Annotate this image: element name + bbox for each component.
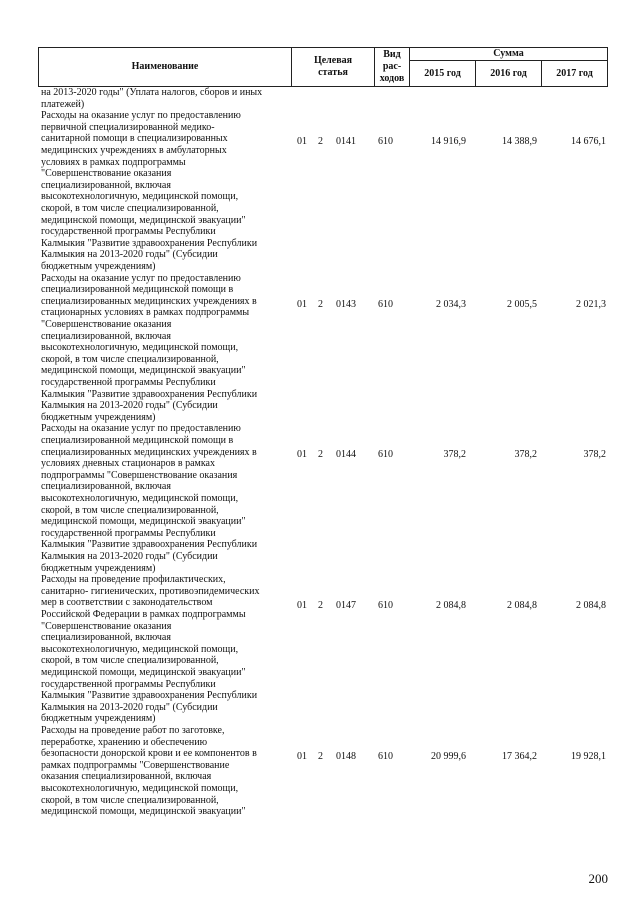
target-code-program: 01 (297, 600, 307, 612)
row-name-line: медицинской помощи, медицинской эвакуации" (41, 365, 246, 377)
row-name-line: скорой, в том числе специализированной, (41, 655, 219, 667)
target-code-program: 01 (297, 136, 307, 148)
continued-line: платежей) (41, 98, 85, 110)
row-name-line: скорой, в том числе специализированной, (41, 353, 219, 365)
amount-2017: 19 928,1 (571, 751, 606, 762)
target-code-subprogram: 2 (318, 136, 323, 148)
row-name-line: специализированной, включая (41, 632, 171, 644)
header-target-article (292, 48, 375, 87)
target-code-subprogram: 2 (318, 751, 323, 762)
header-name: Наименование (39, 48, 292, 87)
row-name-line: первичной специализированной медико- (41, 121, 215, 133)
page-number: 200 (588, 871, 608, 886)
row-name-line: бюджетным учреждениям) (41, 713, 156, 725)
amount-2015: 20 999,6 (431, 751, 466, 762)
row-name (41, 725, 286, 818)
header-target-line2: статья (318, 67, 348, 78)
target-code-direction: 0141 (336, 136, 356, 148)
row-name-line: Российской Федерации в рамках подпрограммы (41, 608, 246, 620)
row-name-line: Расходы на оказание услуг по предоставлению (41, 272, 241, 284)
amount-2015: 378,2 (443, 449, 466, 461)
header-sum: Сумма (410, 48, 608, 61)
amount-2015: 2 034,3 (436, 298, 466, 310)
row-name-line: специализированной, включая (41, 179, 171, 191)
row-name-line: условиях в рамках подпрограммы (41, 156, 186, 168)
row-name-line: специализированной, включая (41, 481, 171, 493)
amount-2016: 14 388,9 (502, 136, 537, 148)
expense-kind-code: 610 (378, 136, 393, 148)
row-name-line: оказания специализированной, включая (41, 771, 212, 783)
expense-kind-code: 610 (378, 600, 393, 612)
row-name-line: скорой, в том числе специализированной, (41, 794, 219, 806)
row-name-line: санитарной помощи в специализированных (41, 133, 228, 145)
continued-text (41, 87, 286, 110)
row-name-line: Расходы на проведение работ по заготовке, (41, 725, 225, 736)
row-name-line: высокотехнологичную, медицинской помощи, (41, 492, 239, 504)
table-header (38, 47, 608, 87)
row-name-line: "Совершенствование оказания (41, 620, 172, 632)
target-code-direction: 0148 (336, 751, 356, 762)
row-name-line: бюджетным учреждениям) (41, 562, 156, 574)
amount-2017: 2 021,3 (576, 298, 606, 310)
header-kind-line2: рас- (382, 61, 402, 72)
row-name-line: Расходы на оказание услуг по предоставлению (41, 110, 241, 122)
target-code-direction: 0143 (336, 298, 356, 310)
header-year-2015: 2015 год (410, 61, 476, 87)
row-name-line: условиях дневных стационаров в рамках (41, 458, 215, 470)
continued-line: на 2013-2020 годы" (Уплата налогов, сборов и иных (41, 87, 263, 98)
row-name-line: Расходы на проведение профилактических, (41, 574, 226, 586)
row-name-line: Калмыкия "Развитие здравоохранения Республики (41, 539, 258, 551)
amount-2017: 378,2 (583, 449, 606, 461)
row-name-line: медицинской помощи, медицинской эвакуации" (41, 516, 246, 528)
row-name-line: подпрограммы "Совершенствование оказания (41, 469, 238, 481)
row-name-line: высокотехнологичную, медицинской помощи, (41, 782, 239, 794)
row-name-line: медицинских учреждениях в амбулаторных (41, 144, 227, 156)
row-name-line: бюджетным учреждениям) (41, 260, 156, 272)
row-name-line: специализированной медицинской помощи в (41, 284, 234, 296)
row-name-line: безопасности донорской крови и ее компонентов в (41, 748, 257, 760)
row-name-line: бюджетным учреждениям) (41, 411, 156, 423)
row-name-line: Калмыкия на 2013-2020 годы" (Субсидии (41, 400, 218, 412)
row-name-line: Расходы на оказание услуг по предоставлению (41, 423, 241, 435)
row-name-line: специализированной медицинской помощи в (41, 434, 234, 446)
expense-kind-code: 610 (378, 298, 393, 310)
header-year-2016: 2016 год (476, 61, 542, 87)
row-name-line: рамках подпрограммы "Совершенствование (41, 759, 230, 771)
row-name-line: Калмыкия на 2013-2020 годы" (Субсидии (41, 249, 218, 261)
row-name (41, 574, 286, 725)
row-name-line: "Совершенствование оказания (41, 318, 172, 330)
target-code-subprogram: 2 (318, 298, 323, 310)
header-kind-line3: ходов (379, 73, 405, 84)
row-name-line: медицинской помощи, медицинской эвакуации" (41, 666, 246, 678)
row-name-line: Калмыкия на 2013-2020 годы" (Субсидии (41, 550, 218, 562)
amount-2017: 2 084,8 (576, 600, 606, 612)
row-name-line: Калмыкия на 2013-2020 годы" (Субсидии (41, 701, 218, 713)
row-name-line: специализированных медицинских учреждениях в (41, 295, 257, 307)
row-name-line: государственной программы Республики (41, 226, 216, 238)
row-name-line: "Совершенствование оказания (41, 168, 172, 180)
row-name-line: государственной программы Республики (41, 678, 216, 690)
expense-kind-code: 610 (378, 449, 393, 461)
amount-2015: 14 916,9 (431, 136, 466, 148)
header-year-2017: 2017 год (542, 61, 608, 87)
row-name-line: Калмыкия "Развитие здравоохранения Республики (41, 388, 258, 400)
header-target-line1: Целевая (313, 55, 353, 66)
row-name-line: медицинской помощи, медицинской эвакуации" (41, 806, 246, 818)
row-name-line: Калмыкия "Развитие здравоохранения Республики (41, 690, 258, 702)
amount-2016: 17 364,2 (502, 751, 537, 762)
target-code-program: 01 (297, 298, 307, 310)
header-expense-kind (375, 48, 410, 87)
target-code-direction: 0147 (336, 600, 356, 612)
row-name-line: специализированных медицинских учреждениях в (41, 446, 257, 458)
header-kind-line1: Вид (383, 49, 401, 60)
row-name-line: Калмыкия "Развитие здравоохранения Республики (41, 237, 258, 249)
row-name (41, 110, 286, 272)
amount-2015: 2 084,8 (436, 600, 466, 612)
amount-2016: 378,2 (514, 449, 537, 461)
amount-2016: 2 005,5 (507, 298, 537, 310)
row-name-line: государственной программы Республики (41, 527, 216, 539)
expense-kind-code: 610 (378, 751, 393, 762)
row-name (41, 423, 286, 574)
target-code-subprogram: 2 (318, 449, 323, 461)
row-name (41, 273, 286, 424)
row-name-line: мер в соответствии с законодательством (41, 597, 213, 609)
row-name-line: высокотехнологичную, медицинской помощи, (41, 191, 239, 203)
row-name-line: скорой, в том числе специализированной, (41, 202, 219, 214)
amount-2016: 2 084,8 (507, 600, 537, 612)
target-code-subprogram: 2 (318, 600, 323, 612)
row-name-line: переработке, хранению и обеспечению (41, 736, 208, 748)
row-name-line: специализированной, включая (41, 330, 171, 342)
amount-2017: 14 676,1 (571, 136, 606, 148)
row-name-line: высокотехнологичную, медицинской помощи, (41, 643, 239, 655)
target-code-direction: 0144 (336, 449, 356, 461)
target-code-program: 01 (297, 449, 307, 461)
row-name-line: высокотехнологичную, медицинской помощи, (41, 342, 239, 354)
row-name-line: государственной программы Республики (41, 376, 216, 388)
row-name-line: скорой, в том числе специализированной, (41, 504, 219, 516)
target-code-program: 01 (297, 751, 307, 762)
row-name-line: санитарно- гигиенических, противоэпидемических (41, 585, 260, 597)
row-name-line: стационарных условиях в рамках подпрограммы (41, 307, 250, 319)
row-name-line: медицинской помощи, медицинской эвакуации" (41, 214, 246, 226)
